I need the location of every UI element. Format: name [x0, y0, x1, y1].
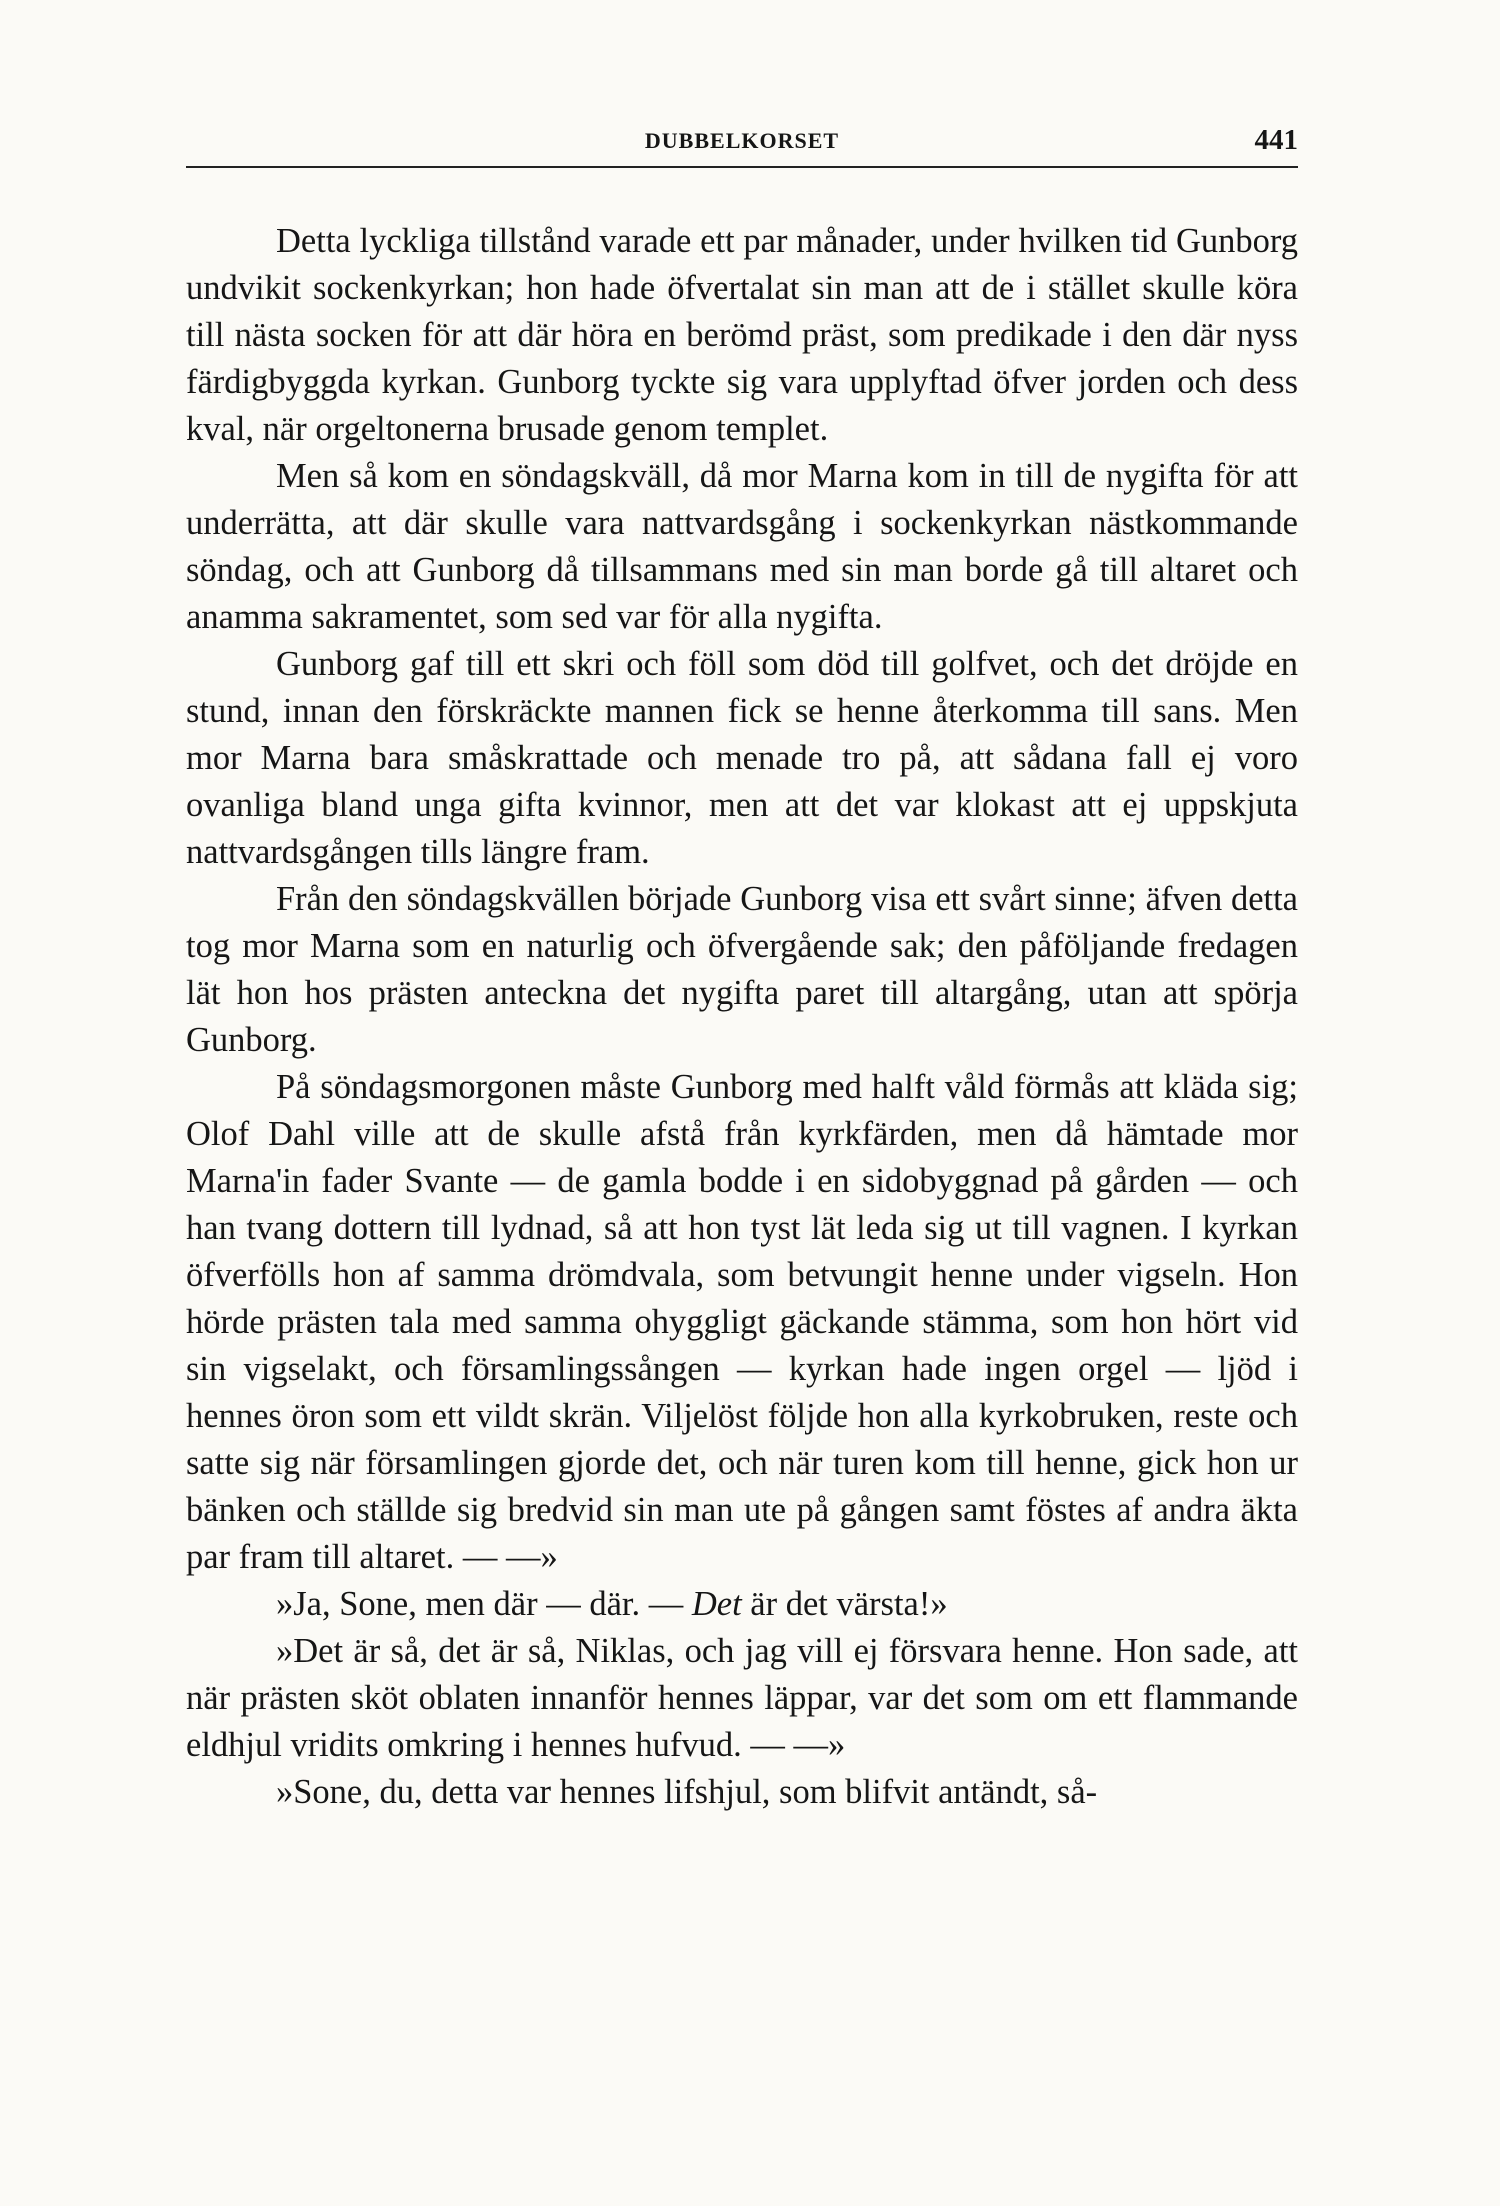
paragraph-1: Detta lyckliga tillstånd varade ett par månader, under hvilken tid Gunborg undvikit sockenkyrkan; hon hade öfvertalat sin man att de i stället skulle köra till nästa socken för att där höra en berömd präst, som predikade i den där nyss färdigbyggda kyrkan. Gunborg tyckte sig vara upplyftad öfver jorden och dess kval, när orgeltonerna brusade genom templet. [186, 222, 1298, 448]
paragraph-5: På söndagsmorgonen måste Gunborg med halft våld förmås att kläda sig; Olof Dahl ville att de skulle afstå från kyrkfärden, men då hämtade mor Marna'in fader Svante — de gamla bodde i en sidobyggnad på gården — och han tvang dottern till lydnad, så att hon tyst lät leda sig ut till vagnen. I kyrkan öfverfölls hon af samma drömdvala, som betvungit henne under vigseln. Hon hörde prästen tala med samma ohyggligt gäckande stämma, som hon hört vid sin vigselakt, och församlingssången — kyrkan hade ingen orgel — ljöd i hennes öron som ett vildt skrän. Viljelöst följde hon alla kyrkobruken, reste och satte sig när församlingen gjorde det, och när turen kom till henne, gick hon ur bänken och ställde sig bredvid sin man ute på gången samt föstes af andra äkta par fram till altaret. — —» [186, 1068, 1298, 1576]
italic-emphasis: Det [691, 1585, 742, 1623]
running-title: DUBBELKORSET [644, 128, 840, 153]
paragraph-6-start: »Ja, Sone, men där — där. — [276, 1585, 692, 1623]
paragraph-7: »Det är så, det är så, Niklas, och jag vill ej försvara henne. Hon sade, att när prästen sköt oblaten innanför hennes läppar, var det som om ett flammande eldhjul vridits omkring i hennes hufvud. — —» [186, 1632, 1298, 1764]
paragraph-6 [186, 1581, 1298, 1628]
book-page [186, 118, 1298, 2158]
page-header [186, 118, 1298, 168]
paragraph-3: Gunborg gaf till ett skri och föll som död till golfvet, och det dröjde en stund, innan den förskräckte mannen fick se henne återkomma till sans. Men mor Marna bara småskrattade och menade tro på, att sådana fall ej voro ovanliga bland unga gifta kvinnor, men att det var klokast att ej uppskjuta nattvardsgången tills längre fram. [186, 645, 1298, 871]
paragraph-6-end: är det värsta!» [741, 1585, 948, 1623]
paragraph-2: Men så kom en söndagskväll, då mor Marna kom in till de nygifta för att underrätta, att där skulle vara nattvardsgång i sockenkyrkan nästkommande söndag, och att Gunborg då tillsammans med sin man borde gå till altaret och anamma sakramentet, som sed var för alla nygifta. [186, 457, 1298, 636]
page-number: 441 [1254, 124, 1298, 156]
body-text [186, 218, 1298, 1816]
paragraph-8: »Sone, du, detta var hennes lifshjul, som blifvit antändt, så- [276, 1773, 1098, 1811]
paragraph-4: Från den söndagskvällen började Gunborg visa ett svårt sinne; äfven detta tog mor Marna som en naturlig och öfvergående sak; den påföljande fredagen lät hon hos prästen anteckna det nygifta paret till altargång, utan att spörja Gunborg. [186, 880, 1298, 1059]
